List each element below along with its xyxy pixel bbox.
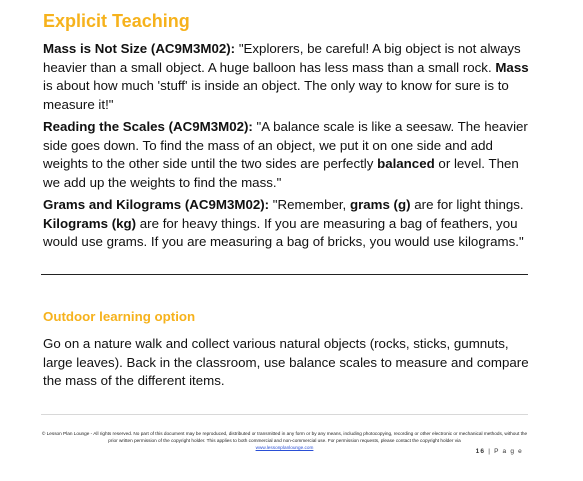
copyright-text: © Lesson Plan Lounge - All rights reserved. No part of this document may be reproduced, distributed or transmitted in any form or by any means, including photocopying, recording or other electronic or mechanical methods, without the prior written permission of the copyright holder. This applies to both commercial and non-commercial use. For permission requests, please contact the copyright holder via (41, 431, 528, 443)
bold-term: Mass (495, 59, 529, 75)
page-number-value: 16 (475, 448, 486, 455)
paragraph-label: Reading the Scales (AC9M3M02): (43, 119, 253, 134)
section-divider (41, 274, 528, 275)
paragraph-text: is about how much 'stuff' is inside an object. The only way to know for sure is to measure it!" (43, 78, 509, 113)
page-word: P a g e (494, 448, 523, 455)
outdoor-paragraph: Go on a nature walk and collect various natural objects (rocks, sticks, gumnuts, large leaves). Back in the classroom, use balance scales to measure and compare the mass of the different items. (43, 336, 529, 389)
paragraph-text: "Explorers, be careful! A big object is not always heavier than a small object. A huge balloon has less mass than a small rock. (43, 41, 521, 75)
paragraph-text: or level. Then we add up the weights to find the mass." (43, 156, 519, 191)
footer-divider (41, 414, 528, 415)
section-title: Explicit Teaching (43, 11, 190, 31)
bold-term: grams (g) (349, 197, 411, 212)
paragraph-text: "Remember, (269, 197, 350, 212)
website-link[interactable]: www.lessonplanlounge.com (255, 445, 314, 450)
paragraph-text: "A balance scale is like a seesaw. The heavier side goes down. To find the mass of an object, we put it on one side and add weights to the other side until the two sides are perfectly (43, 119, 528, 172)
page-number (476, 448, 523, 455)
page-separator: | (485, 448, 495, 455)
paragraph-label: Grams and Kilograms (AC9M3M02): (43, 197, 270, 212)
outdoor-title: Outdoor learning option (43, 309, 196, 324)
paragraph-text: are for light things. (410, 197, 524, 212)
bold-term: balanced (377, 156, 435, 172)
paragraph-label: Mass is Not Size (AC9M3M02): (43, 41, 236, 56)
paragraph-grams-kilograms (43, 196, 538, 252)
paragraph-text: are for heavy things. If you are measuring a bag of feathers, you would use grams. If you are measuring a bag of bricks, you would use kilograms." (43, 215, 524, 250)
bold-term: Kilograms (kg) (43, 215, 137, 231)
paragraph-reading-scales (43, 118, 538, 193)
footer-copyright (41, 430, 528, 451)
paragraph-mass-not-size (43, 40, 538, 115)
